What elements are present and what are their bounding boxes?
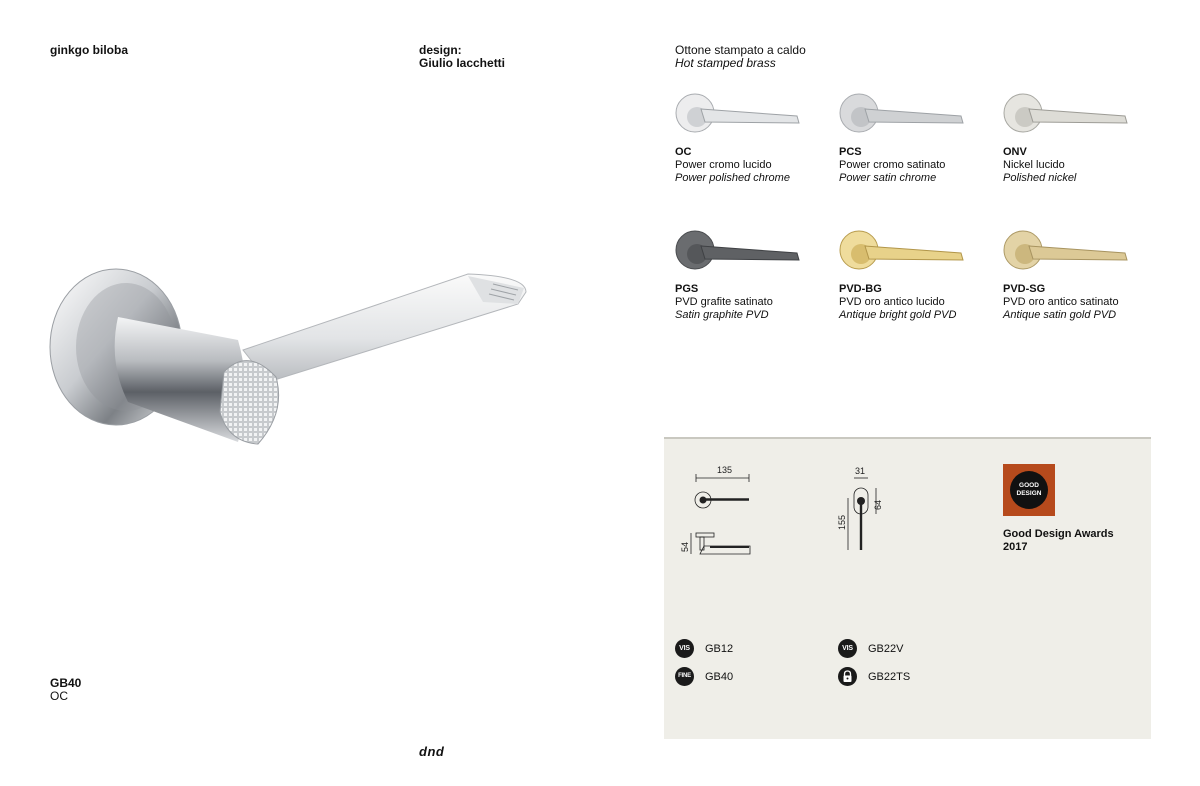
- symbol-lock-gb22ts: [838, 667, 988, 686]
- finish-pgs: [675, 229, 835, 322]
- handle-swatch-onv: [1003, 92, 1133, 136]
- handle-swatch-pcs: [839, 92, 969, 136]
- designer-block: [419, 44, 505, 70]
- symbol-code: GB22TS: [868, 670, 911, 683]
- award-title: Good Design Awards: [1003, 528, 1114, 540]
- finish-name-en: Satin graphite PVD: [675, 309, 769, 321]
- finish-pvd-bg: [839, 229, 999, 322]
- symbol-code: GB12: [705, 642, 734, 655]
- handle-swatch-pvd-bg: [839, 229, 969, 273]
- product-name: ginkgo biloba: [50, 43, 128, 57]
- finish-name-it: Nickel lucido: [1003, 159, 1065, 171]
- window-handle-dimension-drawing: [834, 464, 914, 564]
- finish-oc: [675, 92, 835, 185]
- finish-code: PGS: [675, 283, 699, 295]
- dim-window-rose-label: 64: [873, 499, 883, 510]
- finish-code: ONV: [1003, 146, 1027, 158]
- main-handle-image: [48, 262, 538, 452]
- dim-window-width-label: 31: [855, 466, 866, 476]
- material-block: [675, 44, 806, 70]
- finish-pcs: [839, 92, 999, 185]
- symbol-vis-gb12: [675, 639, 825, 658]
- finish-name-en: Polished nickel: [1003, 172, 1077, 184]
- handle-swatch-oc: [675, 92, 805, 136]
- handle-swatch-pgs: [675, 229, 805, 273]
- vis-badge-icon: VIS: [675, 639, 694, 658]
- finish-name-en: Power satin chrome: [839, 172, 937, 184]
- dim-window-length-label: 155: [837, 514, 847, 530]
- designer-name: Giulio Iacchetti: [419, 56, 506, 70]
- finish-name-en: Antique satin gold PVD: [1003, 309, 1117, 321]
- handle-swatch-pvd-sg: [1003, 229, 1133, 273]
- finish-name-en: Power polished chrome: [675, 172, 790, 184]
- symbol-code: GB40: [705, 670, 734, 683]
- symbol-code: GB22V: [868, 642, 904, 655]
- finish-name-it: PVD oro antico satinato: [1003, 296, 1119, 308]
- finish-name-it: PVD grafite satinato: [675, 296, 773, 308]
- award-logo-line1: GOOD: [1019, 482, 1039, 489]
- vis-badge-icon: VIS: [838, 639, 857, 658]
- product-code: GB40: [50, 676, 82, 690]
- design-label: design:: [419, 43, 462, 57]
- award-year: 2017: [1003, 541, 1028, 553]
- finish-onv: [1003, 92, 1163, 185]
- symbol-vis-gb22v: [838, 639, 988, 658]
- product-code-block: [50, 677, 81, 703]
- info-panel: [664, 437, 1151, 739]
- finish-name-it: Power cromo lucido: [675, 159, 772, 171]
- finish-code: PVD-SG: [1003, 283, 1046, 295]
- brand-logo: dnd: [419, 744, 445, 759]
- symbol-fine-gb40: [675, 667, 825, 686]
- product-finish: OC: [50, 689, 68, 703]
- lock-badge-icon: [838, 667, 857, 686]
- material-italian: Ottone stampato a caldo: [675, 43, 806, 57]
- award-logo-line2: DESIGN: [1016, 490, 1042, 497]
- finish-code: PCS: [839, 146, 862, 158]
- finish-name-it: Power cromo satinato: [839, 159, 946, 171]
- finish-name-en: Antique bright gold PVD: [839, 309, 957, 321]
- handle-dimension-drawing: [674, 464, 784, 564]
- dim-height-label: 54: [680, 541, 690, 552]
- finish-pvd-sg: [1003, 229, 1163, 322]
- material-english: Hot stamped brass: [675, 56, 776, 70]
- fine-badge-icon: FINE: [675, 667, 694, 686]
- good-design-logo: [1003, 464, 1055, 516]
- finish-name-it: PVD oro antico lucido: [839, 296, 945, 308]
- finish-code: OC: [675, 146, 692, 158]
- dim-length-label: 135: [717, 465, 733, 475]
- award-label: [1003, 528, 1133, 554]
- finish-code: PVD-BG: [839, 283, 882, 295]
